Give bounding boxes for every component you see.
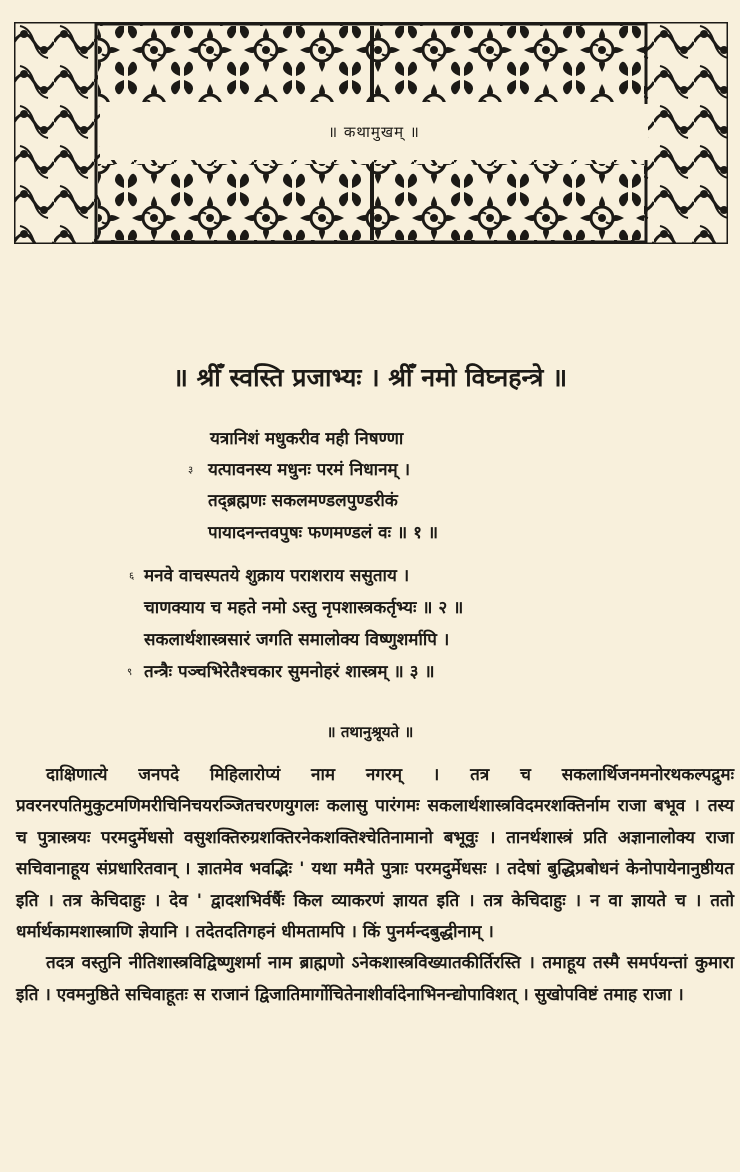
verse-line: तद्ब्रह्मणः सकलमण्डलपुण्डरीकं [208, 491, 398, 511]
chapter-title-box [100, 104, 648, 160]
verse-line: यत्रानिशं मधुकरीव मही निषण्णा [210, 429, 404, 449]
line-number: ६ [129, 571, 135, 582]
prose-paragraph: दाक्षिणात्ये जनपदे मिहिलारोप्यं नाम नगरम् । तत्र च सकलार्थिजनमनोरथकल्पद्रुमः प्रवरनरपतिमुकुटमणिमरीचिनिचयरञ्जितचरणयुगलः कलासु पारंगमः सकलार्थशास्त्रविदमरशक्तिर्नाम राजा बभूव । तस्य च पुत्रास्त्रयः परमदुर्मेधसो वसुशक्तिरुग्रशक्तिरनेकशक्तिश्चेतिनामानो बभूवुः । तानर्थशास्त्रं प्रति अज्ञानालोक्य राजा सचिवानाहूय संप्रधारितवान् । ज्ञातमेव भवद्भिः ' यथा ममैते पुत्राः परमदुर्मेधसः । तदेषां बुद्धिप्रबोधनं केनोपायेनानुष्ठीयत इति । तत्र केचिदाहुः । देव ' द्वादशभिर्वर्षैः किल व्याकरणं ज्ञायत इति । तत्र केचिदाहुः । न वा ज्ञायते च । ततो धर्मार्थकामशास्त्राणि ज्ञेयानि । तदेतदतिगहनं धीमतामपि । किं पुनर्मन्दबुद्धीनाम् । [16, 765, 734, 943]
section-subheading: ॥ तथानुश्रूयते ॥ [326, 723, 414, 741]
line-number: ३ [188, 465, 194, 476]
chapter-title: ॥ कथामुखम् ॥ [328, 123, 420, 141]
line-number: ९ [127, 667, 133, 678]
invocation: ॥ श्रीँ स्वस्ति प्रजाभ्यः । श्रीँ नमो विघ्नहन्त्रे ॥ [172, 363, 568, 392]
verse-line: यत्पावनस्य मधुनः परमं निधानम् । [208, 460, 411, 480]
verse-line: चाणक्याय च महते नमो ऽस्तु नृपशास्त्रकर्तृभ्यः ॥ २ ॥ [144, 598, 464, 618]
prose-body [16, 760, 734, 1011]
verse-line: तन्त्रैः पञ्चभिरेतैश्चकार सुमनोहरं शास्त्रम् ॥ ३ ॥ [144, 662, 435, 682]
verse-line: पायादनन्तवपुषः फणमण्डलं वः ॥ १ ॥ [208, 523, 439, 543]
prose-paragraph: तदत्र वस्तुनि नीतिशास्त्रविद्विष्णुशर्मा नाम ब्राह्मणो ऽनेकशास्त्रविख्यातकीर्तिरस्ति । तमाहूय तस्मै समर्पयन्तां कुमारा इति । एवमनुष्ठिते सचिवाहूतः स राजानं द्विजातिमार्गोचितेनाशीर्वादेनाभिनन्द्योपाविशत् । सुखोपविष्टं तमाह राजा । [16, 953, 734, 1005]
verse-line: मनवे वाचस्पतये शुक्राय पराशराय ससुताय । [144, 566, 410, 586]
verse-line: सकलार्थशास्त्रसारं जगति समालोक्य विष्णुशर्मापि । [144, 630, 450, 650]
